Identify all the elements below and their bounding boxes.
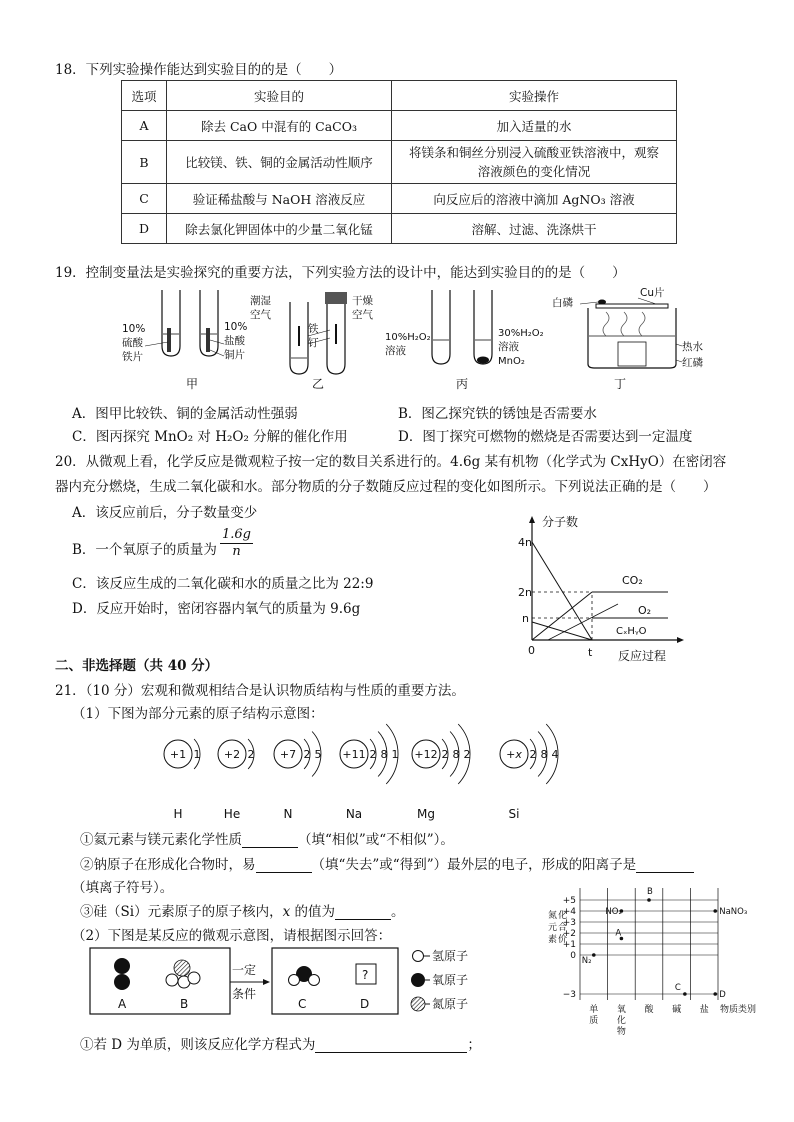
electron-count: 8: [452, 748, 460, 761]
label: 干燥: [352, 295, 373, 307]
category-label: 物质类别: [720, 1005, 757, 1015]
q19-option-d: D．图丁探究可燃物的燃烧是否需要达到一定温度: [398, 429, 693, 445]
s1-text-a: ①氦元素与镁元素化学性质: [80, 832, 242, 848]
atom-diagram-he: [218, 739, 255, 821]
point-label: C: [674, 983, 681, 993]
category-label-char: 化: [616, 1016, 626, 1026]
nucleus-charge: +x: [506, 748, 522, 761]
electron-count: 2: [529, 748, 537, 761]
q20-option-b: [72, 538, 217, 558]
label-a: A: [118, 997, 127, 1011]
table-row: [122, 141, 677, 184]
label: Cu片: [640, 287, 665, 299]
data-point: [592, 953, 596, 957]
label: 10%: [122, 323, 146, 335]
table-row: [122, 184, 677, 214]
category-label-char: 质: [589, 1016, 599, 1026]
point-label: NO₂: [605, 907, 622, 917]
label-c: C: [298, 997, 307, 1011]
y-axis-label-char: 素: [548, 935, 558, 945]
label-d: D: [360, 997, 370, 1011]
tick-label: 0: [528, 644, 535, 657]
s1-text-b: （填“相似”或“不相似”）。: [298, 832, 454, 848]
molecule-count-chart: [508, 512, 688, 664]
table-cell: A: [122, 111, 167, 141]
o2-line: [532, 542, 592, 640]
atom-diagram-mg: [412, 724, 471, 821]
caption-jia: 甲: [186, 377, 199, 391]
q19-option-b: B．图乙探究铁的锈蚀是否需要水: [398, 406, 597, 422]
fraction-numerator: 1.6g: [222, 527, 251, 542]
series-label-co2: CO₂: [622, 574, 643, 587]
y-axis-label-char: 价: [558, 935, 568, 945]
caption-bing: 丙: [456, 377, 469, 391]
label: 空气: [250, 309, 271, 321]
option-b-text: B．一个氧原子的质量为: [72, 542, 217, 558]
s2-text-b: （填“失去”或“得到”）最外层的电子，形成的阳离子是: [311, 857, 637, 873]
answer-blank[interactable]: [256, 872, 312, 873]
q21-s2: [80, 853, 694, 873]
tick-label: t: [588, 646, 593, 659]
table-header-row: [122, 81, 677, 111]
y-axis-label: 分子数: [542, 515, 579, 529]
electron-count: 2: [369, 748, 377, 761]
table-header: 实验操作: [392, 81, 677, 111]
answer-blank[interactable]: [242, 847, 298, 848]
table-header: 实验目的: [167, 81, 392, 111]
q19-option-c: C．图丙探究 MnO₂ 对 H₂O₂ 分解的催化作用: [72, 429, 348, 445]
data-point: [647, 898, 651, 902]
element-symbol: Na: [345, 807, 363, 821]
label: 红磷: [682, 357, 703, 369]
table-cell: 除去 CaO 中混有的 CaCO₃: [167, 111, 392, 141]
data-point: [713, 992, 717, 996]
label: 钉: [308, 337, 319, 349]
electron-count: 8: [380, 748, 388, 761]
category-label-char: 物: [616, 1027, 626, 1037]
tick-label: +5: [562, 896, 576, 906]
y-axis-label-char: 元: [548, 923, 558, 933]
answer-blank[interactable]: [335, 919, 391, 920]
nucleus-charge: +12: [414, 748, 438, 761]
category-label-char: 单: [589, 1005, 599, 1015]
label: 热水: [682, 341, 703, 353]
fraction-denominator: n: [232, 544, 241, 559]
point-label: D: [719, 990, 726, 1000]
element-symbol: H: [173, 807, 183, 821]
answer-blank[interactable]: [315, 1052, 467, 1053]
s4-text-a: ①若 D 为单质，则该反应化学方程式为: [80, 1037, 316, 1053]
electron-count: 4: [551, 748, 559, 761]
q21-part2: （2）下图是某反应的微观示意图，请根据图示回答：: [72, 928, 392, 944]
tick-label: 0: [570, 951, 576, 961]
atom-diagram-si: [500, 724, 559, 821]
fig-jia: [122, 290, 247, 391]
label: 潮湿: [250, 295, 271, 307]
q19-option-a: A．图甲比较铁、铜的金属活动性强弱: [72, 406, 298, 422]
element-symbol: He: [223, 807, 241, 821]
table-header: 选项: [122, 81, 167, 111]
s3-text-b: 的值为: [290, 904, 335, 920]
q21-stem: 21．（10 分）宏观和微观相结合是认识物质结构与性质的重要方法。: [55, 683, 465, 699]
category-label-char: 碱: [672, 1005, 682, 1015]
q19-apparatus-figure: [110, 284, 730, 396]
fig-yi: [250, 292, 373, 391]
label: 铁: [308, 323, 319, 335]
data-point: [683, 992, 687, 996]
q21-s1: [80, 828, 454, 848]
label: 白磷: [552, 297, 573, 309]
label: 硫酸: [122, 337, 143, 349]
unknown-mark: ?: [362, 968, 369, 982]
s4-text-b: ；: [467, 1037, 481, 1053]
q20-stem-line2: 器内充分燃烧，生成二氧化碳和水。部分物质的分子数随反应过程的变化如图所示。下列说法正确的是（ ）: [55, 479, 717, 495]
atom-diagram-n: [274, 732, 322, 822]
table-cell: B: [122, 141, 167, 184]
category-label-char: 酸: [644, 1005, 654, 1015]
tick-label: −3: [562, 990, 576, 1000]
table-cell: 将镁条和铜丝分别浸入硫酸亚铁溶液中，观察溶液颜色的变化情况: [392, 141, 677, 184]
q21-s2c: （填离子符号）。: [72, 880, 174, 896]
electron-count: 2: [463, 748, 471, 761]
legend-hydrogen: 氢原子: [432, 949, 469, 963]
electron-count: 2: [247, 748, 255, 761]
electron-count: 1: [193, 748, 201, 761]
tick-label: +3: [562, 918, 576, 928]
point-label: N₂: [581, 956, 592, 966]
q21-s3: [80, 900, 405, 920]
tick-label: n: [522, 612, 529, 625]
s3-text-a: ③硅（Si）元素原子的原子核内，: [80, 904, 283, 920]
table-row: [122, 111, 677, 141]
nucleus-charge: +7: [279, 748, 297, 761]
electron-count: 2: [303, 748, 311, 761]
q21-s4: [80, 1033, 481, 1053]
nucleus-charge: +2: [223, 748, 241, 761]
nucleus-charge: +11: [342, 748, 366, 761]
point-label: NaNO₃: [719, 907, 748, 917]
y-axis-label-char: 合: [558, 923, 568, 933]
electron-count: 5: [314, 748, 322, 761]
label: 30%H₂O₂: [498, 328, 544, 339]
q20-option-d: D．反应开始时，密闭容器内氧气的质量为 9.6g: [72, 601, 361, 617]
table-cell: 溶解、过滤、洗涤烘干: [392, 214, 677, 244]
label: 盐酸: [224, 335, 245, 347]
fraction: [220, 527, 253, 560]
fig-bing: [385, 290, 544, 391]
label: 10%H₂O₂: [385, 332, 431, 343]
point-label: A: [615, 928, 622, 939]
legend-oxygen: 氧原子: [432, 973, 469, 987]
table-cell: 向反应后的溶液中滴加 AgNO₃ 溶液: [392, 184, 677, 214]
table-cell: 验证稀盐酸与 NaOH 溶液反应: [167, 184, 392, 214]
s3-x: x: [282, 904, 291, 920]
table-row: [122, 214, 677, 244]
data-point: [713, 909, 717, 913]
element-symbol: Si: [508, 807, 520, 821]
y-axis-label-char: 氮: [548, 911, 558, 921]
q18-table: [121, 80, 677, 244]
atom-structure-diagrams: [160, 716, 620, 828]
table-cell: 除去氯化钾固体中的少量二氧化锰: [167, 214, 392, 244]
q20-option-c: C．该反应生成的二氧化碳和水的质量之比为 22:9: [72, 576, 374, 592]
tick-label: +1: [562, 940, 576, 950]
series-label-o2: O₂: [638, 604, 652, 617]
electron-count: 2: [441, 748, 449, 761]
atom-diagram-na: [340, 724, 399, 821]
tick-label: +2: [562, 929, 576, 939]
label: 铁片: [122, 351, 143, 363]
series-label-organic: CₓHᵧO: [616, 626, 647, 637]
q20-option-a: A．该反应前后，分子数量变少: [72, 505, 258, 521]
s3-text-c: 。: [391, 904, 405, 920]
legend-nitrogen: 氮原子: [432, 997, 469, 1011]
nitrogen-valence-chart: [542, 884, 757, 1044]
caption-yi: 乙: [312, 377, 325, 391]
table-cell: 比较镁、铁、铜的金属活动性顺序: [167, 141, 392, 184]
q21-part1: （1）下图为部分元素的原子结构示意图：: [72, 706, 324, 722]
tick-label: 4n: [518, 536, 532, 549]
q19-stem: 19．控制变量法是实验探究的重要方法，下列实验方法的设计中，能达到实验目的的是（ ）: [55, 265, 626, 281]
category-label-char: 盐: [699, 1005, 709, 1015]
arrow-label-1: 一定: [232, 963, 257, 977]
category-label-char: 氧: [616, 1005, 626, 1015]
caption-ding: 丁: [614, 377, 627, 391]
element-symbol: Mg: [417, 807, 435, 821]
s2-text-a: ②钠原子在形成化合物时，易: [80, 857, 256, 873]
label: 溶液: [498, 341, 519, 353]
answer-blank[interactable]: [636, 872, 694, 873]
electron-count: 1: [391, 748, 399, 761]
label: 空气: [352, 309, 373, 321]
label-b: B: [180, 997, 189, 1011]
electron-count: 8: [540, 748, 548, 761]
x-axis-label: 反应过程: [618, 649, 667, 663]
fig-ding: [552, 286, 703, 391]
tick-label: 2n: [518, 586, 532, 599]
nucleus-charge: +1: [169, 748, 187, 761]
section-title: 二、非选择题（共 40 分）: [55, 658, 219, 674]
label: 铜片: [224, 349, 245, 361]
label: 溶液: [385, 345, 406, 357]
q20-stem-line1: 20．从微观上看，化学反应是微观粒子按一定的数目关系进行的。4.6g 某有机物（化学式为 CxHyO）在密闭容: [55, 454, 727, 470]
point-label: B: [647, 887, 653, 897]
atom-diagram-h: [164, 739, 201, 821]
arrow-label-2: 条件: [232, 987, 257, 1001]
table-cell: D: [122, 214, 167, 244]
label: 10%: [224, 321, 248, 333]
table-cell: 加入适量的水: [392, 111, 677, 141]
table-cell: C: [122, 184, 167, 214]
y-axis-label-char: 化: [558, 911, 568, 921]
q18-stem: 18．下列实验操作能达到实验目的的是（ ）: [55, 62, 343, 78]
element-symbol: N: [283, 807, 293, 821]
micro-reaction-diagram: [88, 944, 498, 1024]
label: MnO₂: [498, 356, 525, 367]
tick-label: +4: [562, 907, 576, 917]
